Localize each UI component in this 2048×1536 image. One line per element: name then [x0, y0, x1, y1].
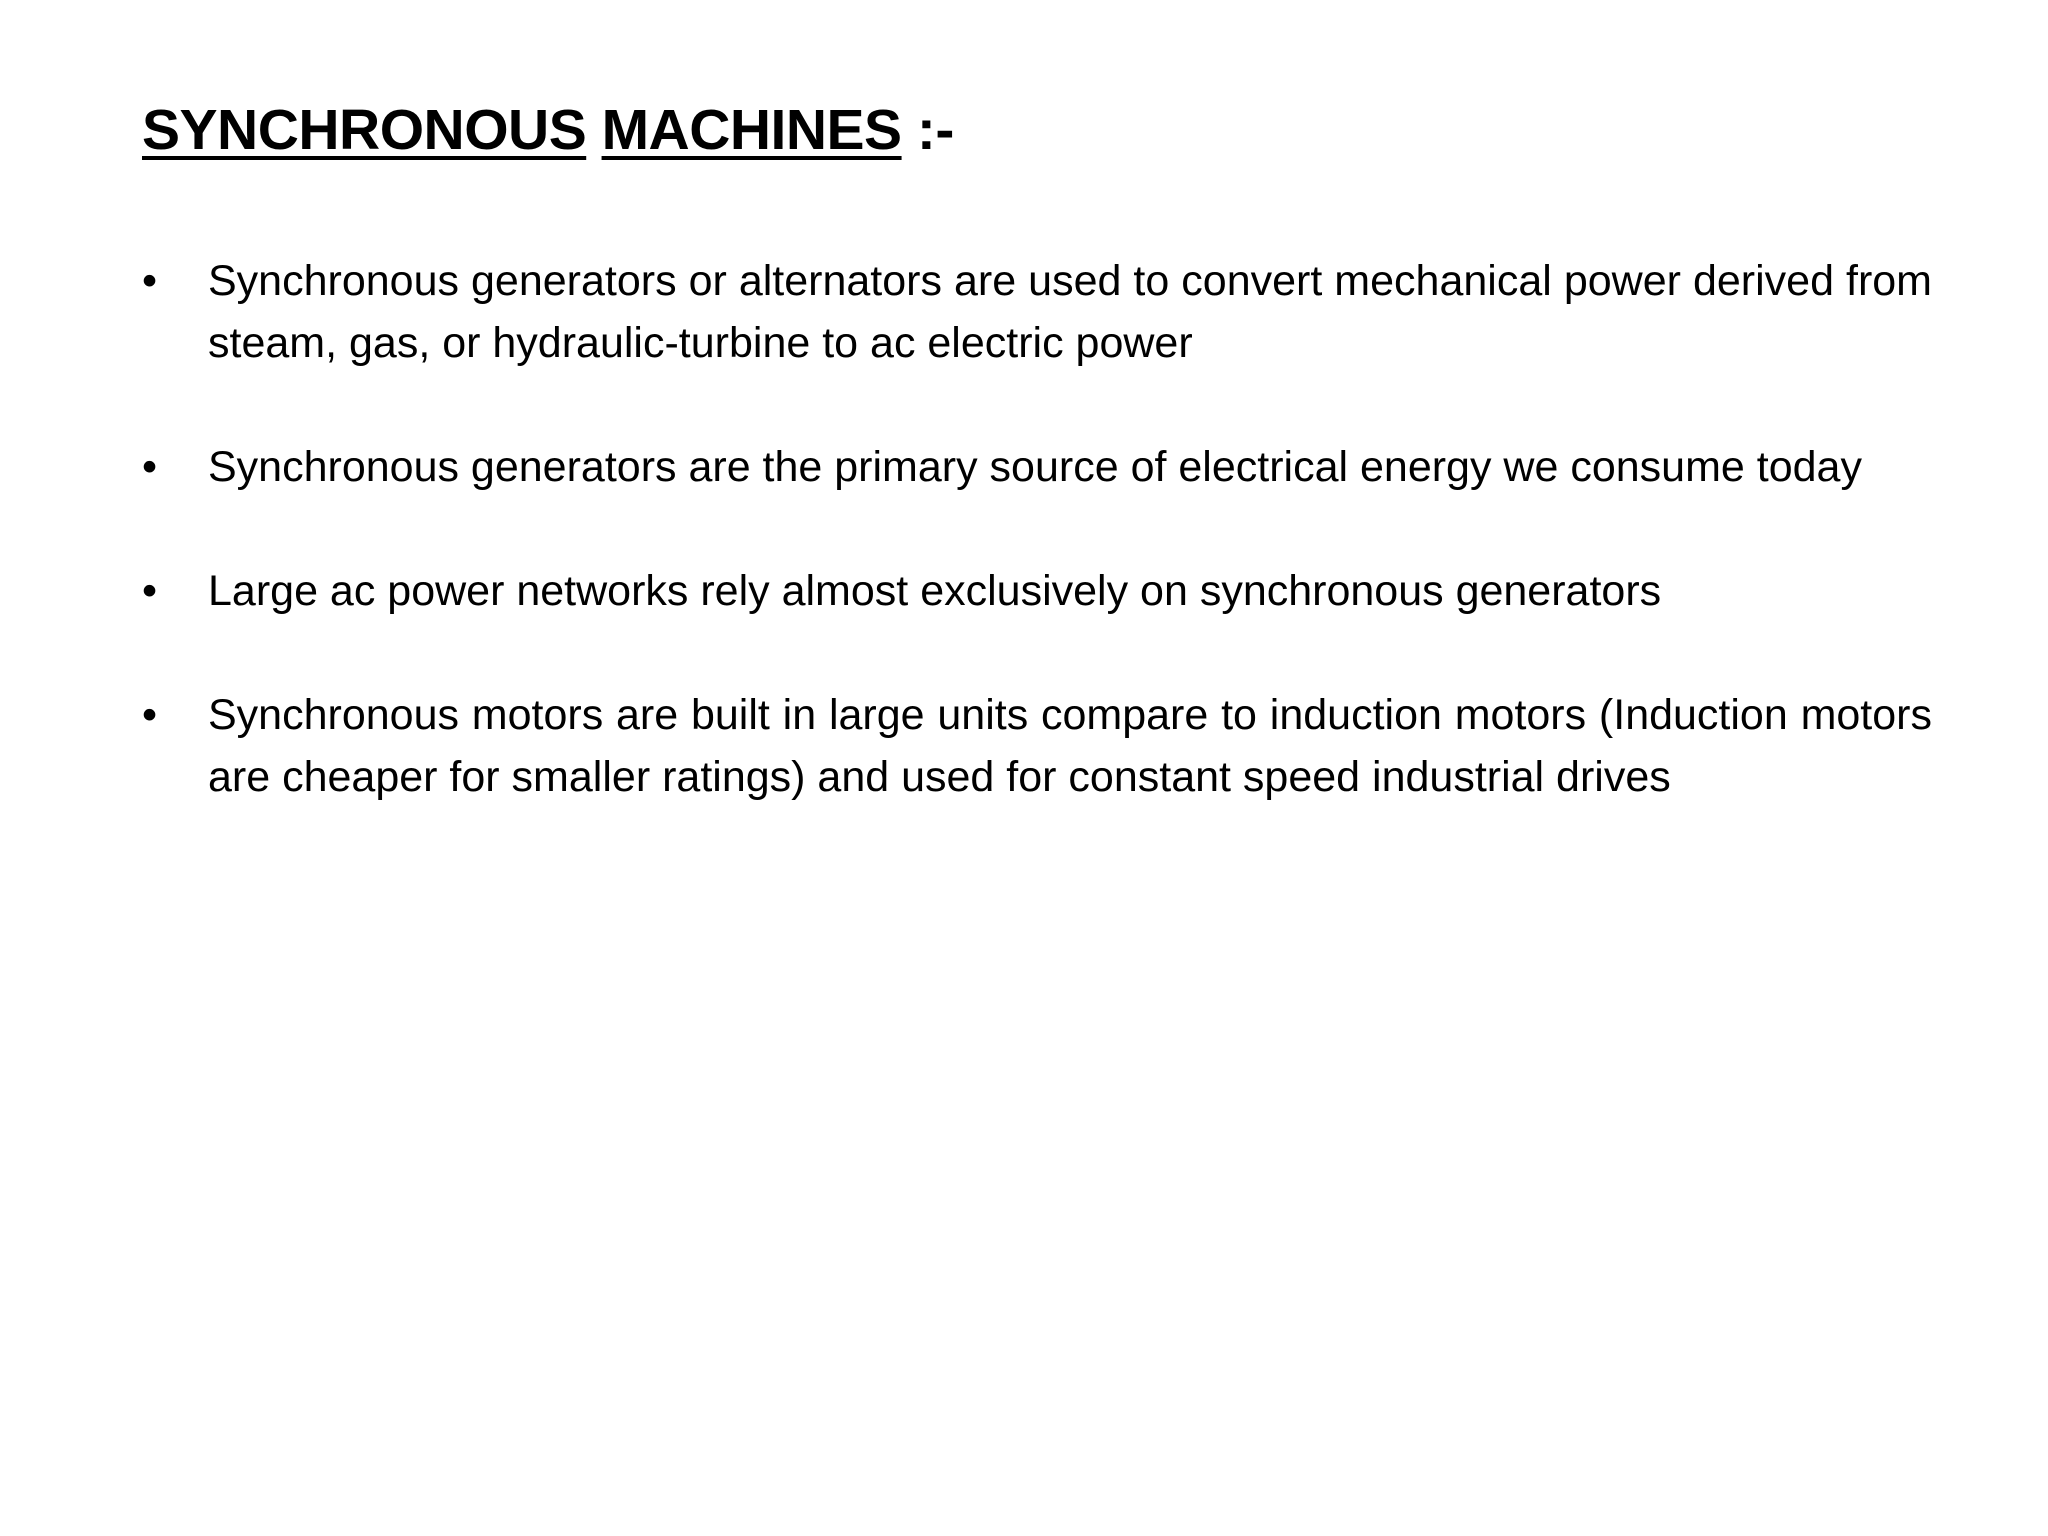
- bullet-text: Synchronous motors are built in large units compare to induction motors (Induction motors are cheaper for smaller ratings) and used for constant speed industrial drives: [208, 691, 1932, 801]
- bullet-text: Synchronous generators are the primary source of electrical energy we consume today: [208, 443, 1862, 491]
- bullet-icon: •: [142, 691, 158, 739]
- bullet-icon: •: [142, 443, 158, 491]
- bullet-item: [142, 560, 1932, 622]
- bullet-text: Large ac power networks rely almost exclusively on synchronous generators: [208, 567, 1662, 615]
- bullet-item: [142, 250, 1932, 374]
- bullet-text: Synchronous generators or alternators are used to convert mechanical power derived from steam, gas, or hydraulic-turbine to ac electric power: [208, 257, 1932, 367]
- bullet-icon: •: [142, 567, 158, 615]
- title-word-machines: MACHINES: [601, 98, 902, 162]
- bullet-icon: •: [142, 257, 158, 305]
- slide-title: [142, 92, 954, 168]
- bullet-item: [142, 436, 1932, 498]
- bullet-list: [142, 250, 1932, 870]
- title-word-synchronous: SYNCHRONOUS: [142, 98, 587, 162]
- bullet-item: [142, 684, 1932, 808]
- title-suffix: :-: [901, 98, 954, 162]
